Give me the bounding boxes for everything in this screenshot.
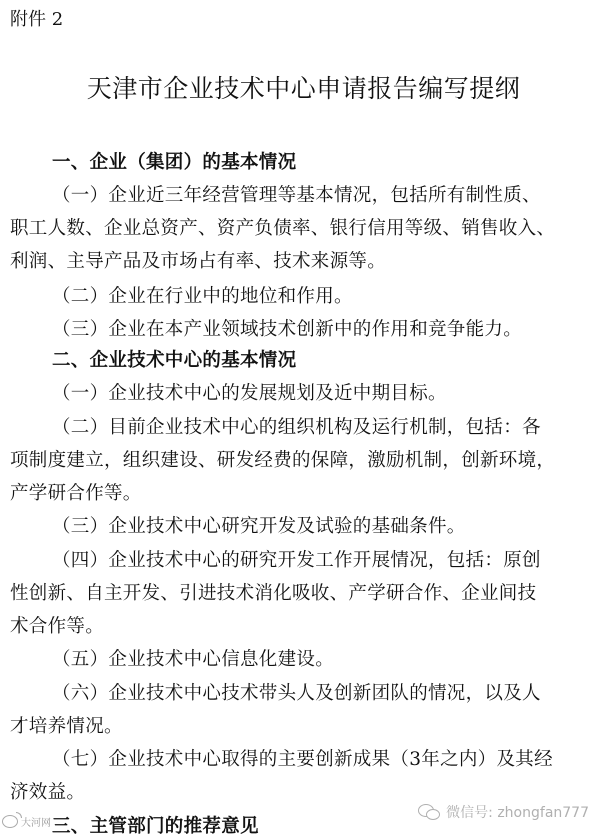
section-heading-1: 一、企业（集团）的基本情况 <box>52 152 297 173</box>
attachment-label: 附件 2 <box>10 9 64 30</box>
paragraph-line: （一）企业技术中心的发展规划及近中期目标。 <box>52 383 447 404</box>
paragraph-line: （五）企业技术中心信息化建设。 <box>52 649 335 670</box>
section-heading-3: 三、主管部门的推荐意见 <box>52 816 259 837</box>
paragraph-line: 产学研合作等。 <box>10 483 142 504</box>
wechat-watermark-text: 微信号: zhongfan777 <box>446 805 589 821</box>
paragraph-line: （三）企业在本产业领域技术创新中的作用和竞争能力。 <box>52 319 523 340</box>
source-watermark <box>2 814 51 829</box>
paragraph-line: （二）企业在行业中的地位和作用。 <box>52 286 353 307</box>
paragraph-line: （三）企业技术中心研究开发及试验的基础条件。 <box>52 516 466 537</box>
wechat-watermark <box>418 802 589 822</box>
section-heading-2: 二、企业技术中心的基本情况 <box>52 350 297 371</box>
paragraph-line: 职工人数、企业总资产、资产负债率、银行信用等级、销售收入、 <box>10 218 556 239</box>
paragraph-line: （四）企业技术中心的研究开发工作开展情况，包括：原创 <box>52 550 541 571</box>
wechat-icon <box>418 803 440 821</box>
source-watermark-text: 大河网 <box>21 818 51 829</box>
paragraph-line: （二）目前企业技术中心的组织机构及运行机制，包括：各 <box>52 417 541 438</box>
paragraph-line: 性创新、自主开发、引进技术消化吸收、产学研合作、企业间技 <box>10 583 537 604</box>
paragraph-line: 术合作等。 <box>10 616 105 637</box>
weibo-icon <box>2 815 18 828</box>
document-title: 天津市企业技术中心申请报告编写提纲 <box>86 74 521 103</box>
paragraph-line: 济效益。 <box>10 782 86 803</box>
paragraph-line: （一）企业近三年经营管理等基本情况，包括所有制性质、 <box>52 185 541 206</box>
paragraph-line: 利润、主导产品及市场占有率、技术来源等。 <box>10 251 387 272</box>
paragraph-line: （六）企业技术中心技术带头人及创新团队的情况，以及人 <box>52 683 541 704</box>
paragraph-line: （七）企业技术中心取得的主要创新成果（3年之内）及其经 <box>52 749 553 770</box>
paragraph-line: 才培养情况。 <box>10 716 123 737</box>
paragraph-line: 项制度建立，组织建设、研发经费的保障，激励机制，创新环境， <box>10 450 556 471</box>
